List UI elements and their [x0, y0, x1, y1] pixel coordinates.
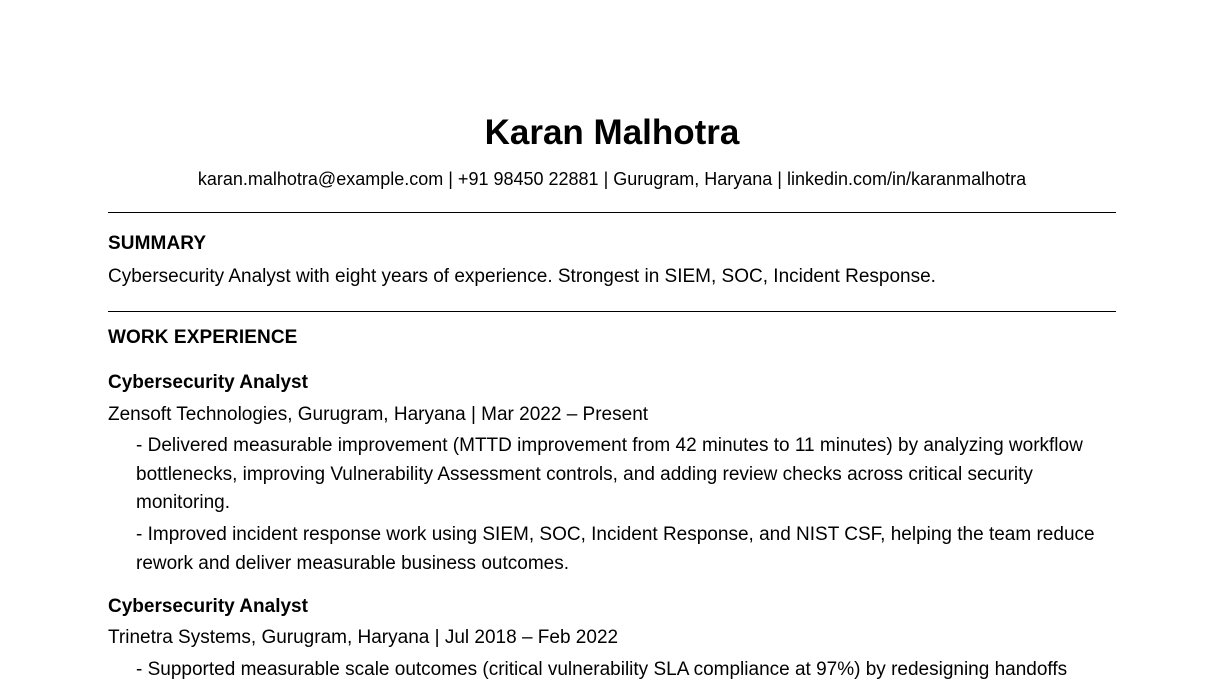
- job-meta: Zensoft Technologies, Gurugram, Haryana | Mar 2022 – Present: [108, 404, 649, 425]
- contact-line: karan.malhotra@example.com | +91 98450 22881 | Gurugram, Haryana | linkedin.com/in/karanmalhotra: [197, 169, 1027, 189]
- job-title: Cybersecurity Analyst: [108, 372, 308, 393]
- job-bullet: - Improved incident response work using SIEM, SOC, Incident Response, and NIST CSF, helping the team reduce rework and deliver measurable business outcomes.: [136, 524, 1095, 574]
- summary-heading: SUMMARY: [108, 233, 207, 254]
- job-meta: Trinetra Systems, Gurugram, Haryana | Jul 2018 – Feb 2022: [108, 627, 619, 648]
- job-title: Cybersecurity Analyst: [108, 596, 308, 617]
- work-experience-heading: WORK EXPERIENCE: [108, 327, 298, 348]
- section-divider: [108, 212, 1116, 213]
- section-divider: [108, 311, 1116, 312]
- summary-text: Cybersecurity Analyst with eight years of experience. Strongest in SIEM, SOC, Incident Response.: [108, 266, 936, 287]
- job-bullet: - Supported measurable scale outcomes (critical vulnerability SLA compliance at 97%) by redesigning handoffs: [136, 659, 1068, 680]
- candidate-name: Karan Malhotra: [484, 113, 740, 152]
- job-bullet: - Delivered measurable improvement (MTTD improvement from 42 minutes to 11 minutes) by analyzing workflow bottlenecks, improving Vulnerability Assessment controls, and adding review checks across critical security monitoring.: [136, 435, 1083, 513]
